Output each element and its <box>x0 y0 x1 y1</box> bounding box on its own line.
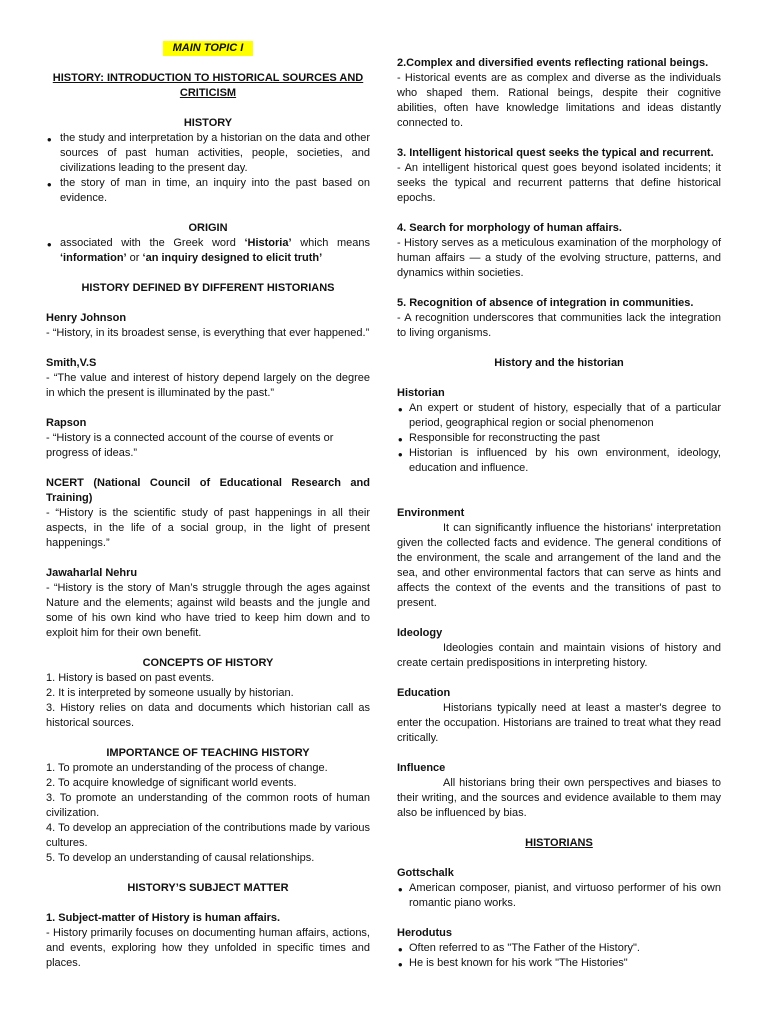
list-item: • the study and interpretation by a historian on the data and other sources of past human activities, people, societies, and civilizations leading to the present day. <box>46 131 370 176</box>
list-item: • the story of man in time, an inquiry into the past based on evidence. <box>46 176 370 206</box>
education-text: Historians typically need at least a master's degree to enter the occupation. Historians are trained to treat what they read critically. <box>397 702 721 744</box>
subject-2-title: 2.Complex and diversified events reflecting rational beings. <box>397 57 709 69</box>
right-column <box>397 56 721 971</box>
herodutus-bullet-list <box>397 941 721 971</box>
subject-1-text: - History primarily focuses on documenting human affairs, actions, and events, exploring how they unfolded in specific times and places. <box>46 927 370 969</box>
ideology-label: Ideology <box>397 627 443 639</box>
importance-heading: IMPORTANCE OF TEACHING HISTORY <box>106 747 310 759</box>
main-topic-line <box>46 41 370 56</box>
subject-5-title: 5. Recognition of absence of integration in communities. <box>397 297 694 309</box>
concepts-heading: CONCEPTS OF HISTORY <box>142 657 274 669</box>
subject-1-title: 1. Subject-matter of History is human affairs. <box>46 912 281 924</box>
influence-text: All historians bring their own perspectives and biases to their writing, and the sources and evidence available to them may also be influenced by bias. <box>397 777 721 819</box>
historian-name: Jawaharlal Nehru <box>46 567 138 579</box>
subject-4-title: 4. Search for morphology of human affairs. <box>397 222 622 234</box>
historian-name: Smith,V.S <box>46 357 97 369</box>
historian-quote: - “History is the story of Man’s struggle through the ages against Nature and the elements; against wild beasts and the jungle and some of his own kind who have tried to keep him down and to exploit him for their own benefit. <box>46 582 370 639</box>
historians-heading: HISTORIANS <box>525 837 593 849</box>
concept-item: 1. History is based on past events. <box>46 672 215 684</box>
historian-label: Historian <box>397 387 445 399</box>
list-item: • He is best known for his work "The Histories" <box>397 956 721 971</box>
historian-name: Henry Johnson <box>46 312 127 324</box>
education-label: Education <box>397 687 451 699</box>
list-item: • Responsible for reconstructing the past <box>397 431 721 446</box>
subject-3-title: 3. Intelligent historical quest seeks the typical and recurrent. <box>397 147 714 159</box>
list-item: • American composer, pianist, and virtuoso performer of his own romantic piano works. <box>397 881 721 911</box>
history-bullet-list <box>46 131 370 206</box>
concept-item: 3. History relies on data and documents which historian call as historical sources. <box>46 702 370 729</box>
subject-3-text: - An intelligent historical quest goes beyond isolated incidents; it seeks the typical and recurrent patterns that define historical epochs. <box>397 162 721 204</box>
main-topic-highlight: MAIN TOPIC I <box>163 41 254 56</box>
definitions-heading: HISTORY DEFINED BY DIFFERENT HISTORIANS <box>81 282 335 294</box>
historian-bullet-list <box>397 401 721 476</box>
ideology-text: Ideologies contain and maintain visions of history and create certain predispositions in interpreting history. <box>397 642 721 669</box>
importance-item: 2. To acquire knowledge of significant world events. <box>46 777 297 789</box>
importance-item: 1. To promote an understanding of the process of change. <box>46 762 328 774</box>
herodutus-label: Herodutus <box>397 927 452 939</box>
historian-name: Rapson <box>46 417 87 429</box>
history-heading: HISTORY <box>183 117 233 129</box>
list-item: • An expert or student of history, especially that of a particular period, geographical region or social phenomenon <box>397 401 721 431</box>
historian-quote: - “History, in its broadest sense, is everything that ever happened.” <box>46 327 370 339</box>
historian-name: NCERT (National Council of Educational Research and Training) <box>46 477 370 504</box>
importance-item: 3. To promote an understanding of the common roots of human civilization. <box>46 792 370 819</box>
subject-5-text: - A recognition underscores that communities lack the integration to living organisms. <box>397 312 721 339</box>
list-item: • associated with the Greek word ‘Historia’ which means ‘information’ or ‘an inquiry designed to elicit truth’ <box>46 236 370 266</box>
gottschalk-bullet-list <box>397 881 721 911</box>
list-item: • Often referred to as "The Father of the History". <box>397 941 721 956</box>
list-item: • Historian is influenced by his own environment, ideology, education and influence. <box>397 446 721 476</box>
origin-heading: ORIGIN <box>188 222 228 234</box>
historian-quote: - “The value and interest of history depend largely on the degree in which the present is illuminated by the past.” <box>46 372 370 399</box>
environment-label: Environment <box>397 507 465 519</box>
historian-quote: - “History is a connected account of the course of events or progress of ideas.” <box>46 432 334 459</box>
document-title: HISTORY: INTRODUCTION TO HISTORICAL SOURCES AND CRITICISM <box>52 72 364 99</box>
influence-label: Influence <box>397 762 446 774</box>
subject-2-text: - Historical events are as complex and diverse as the individuals who shaped them. Rational beings, despite their cognitive abilities, often have knowledge limitations and ideas distantly connected to. <box>397 72 721 129</box>
historian-quote: - “History is the scientific study of past happenings in all their aspects, in the life of a social group, in the light of present happenings.” <box>46 507 370 549</box>
concept-item: 2. It is interpreted by someone usually by historian. <box>46 687 294 699</box>
importance-item: 4. To develop an appreciation of the contributions made by various cultures. <box>46 822 370 849</box>
gottschalk-label: Gottschalk <box>397 867 454 879</box>
subject-4-text: - History serves as a meticulous examination of the morphology of human affairs — a study of the evolving structure, patterns, and dynamics within societies. <box>397 237 721 279</box>
history-and-historian-heading: History and the historian <box>494 357 624 369</box>
importance-item: 5. To develop an understanding of causal relationships. <box>46 852 315 864</box>
subject-matter-heading: HISTORY’S SUBJECT MATTER <box>127 882 289 894</box>
origin-bullet-list <box>46 236 370 266</box>
environment-text: It can significantly influence the historians' interpretation given the collected facts and evidence. The general conditions of the environment, the scale and arrangement of the land and the sea, and other environmental factors that can serve as hints and affects the context of the events and the transitions of past to present. <box>397 522 721 609</box>
left-column <box>46 41 370 971</box>
